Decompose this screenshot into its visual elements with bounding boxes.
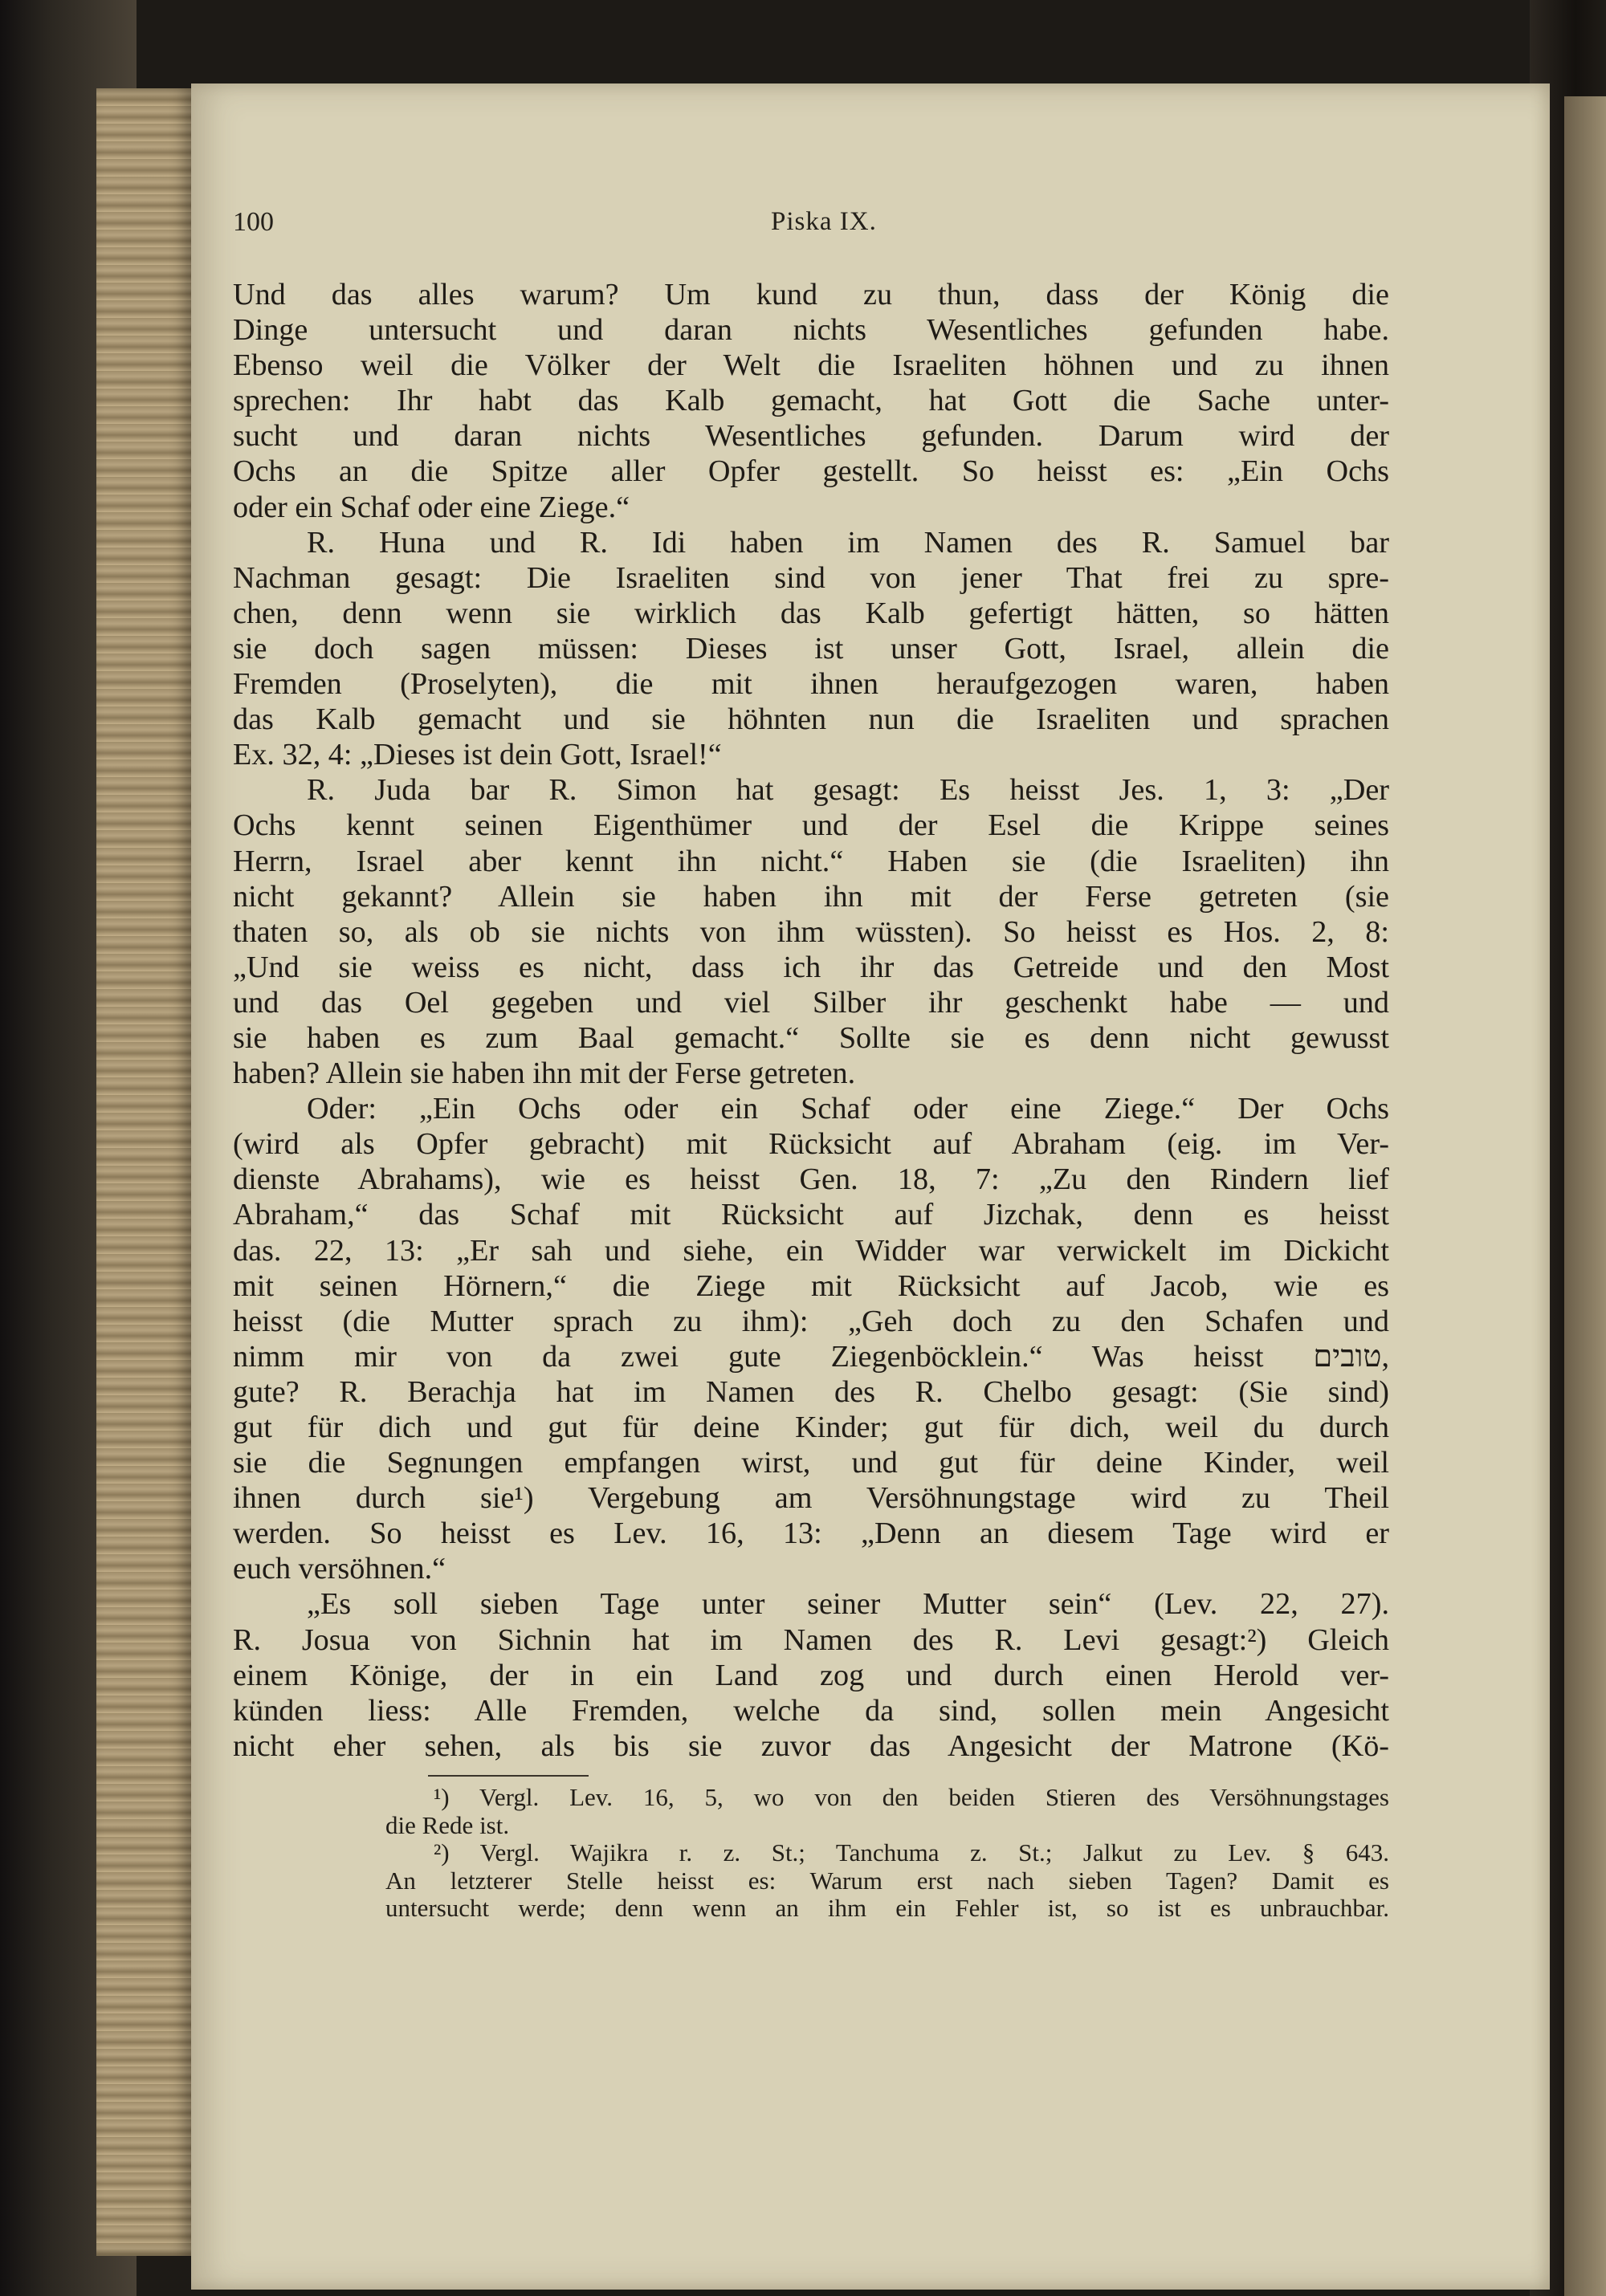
facing-page-edge: [1564, 96, 1606, 2296]
text-line: Ochs an die Spitze aller Opfer gestellt. So heisst es: „Ein Ochs: [233, 454, 1389, 489]
text-line: „Es soll sieben Tage unter seiner Mutter sein“ (Lev. 22, 27).: [307, 1587, 1389, 1622]
footnote-separator: [428, 1775, 589, 1777]
footnote-line: ¹) Vergl. Lev. 16, 5, wo von den beiden Stieren des Versöhnungstages: [434, 1784, 1389, 1811]
text-line: Ebenso weil die Völker der Welt die Israeliten höhnen und zu ihnen: [233, 348, 1389, 383]
text-line: R. Juda bar R. Simon hat gesagt: Es heisst Jes. 1, 3: „Der: [307, 773, 1389, 808]
text-line: nimm mir von da zwei gute Ziegenböcklein.“ Was heisst טובים,: [233, 1339, 1389, 1374]
text-line: sucht und daran nichts Wesentliches gefunden. Darum wird der: [233, 419, 1389, 454]
text-line: sie die Segnungen empfangen wirst, und gut für deine Kinder, weil: [233, 1446, 1389, 1480]
text-line: sie haben es zum Baal gemacht.“ Sollte sie es denn nicht gewusst: [233, 1020, 1389, 1055]
text-line: euch versöhnen.“: [233, 1552, 446, 1586]
text-line: gute? R. Berachja hat im Namen des R. Chelbo gesagt: (Sie sind): [233, 1374, 1389, 1409]
text-line: Oder: „Ein Ochs oder ein Schaf oder eine Ziege.“ Der Ochs: [307, 1092, 1389, 1126]
text-line: dienste Abrahams), wie es heisst Gen. 18, 7: „Zu den Rindern lief: [233, 1162, 1389, 1197]
text-line: ihnen durch sie¹) Vergebung am Versöhnungstage wird zu Theil: [233, 1481, 1389, 1516]
text-line: Abraham,“ das Schaf mit Rücksicht auf Jizchak, denn es heisst: [233, 1198, 1389, 1232]
text-line: Herrn, Israel aber kennt ihn nicht.“ Haben sie (die Israeliten) ihn: [233, 844, 1389, 878]
footnotes: [385, 1784, 1389, 1923]
page-edges: [96, 88, 193, 2256]
text-line: Ochs kennt seinen Eigenthümer und der Esel die Krippe seines: [233, 808, 1389, 843]
text-line: das Kalb gemacht und sie höhnten nun die Israeliten und sprachen: [233, 702, 1389, 737]
text-line: nicht gekannt? Allein sie haben ihn mit der Ferse getreten (sie: [233, 879, 1389, 914]
text-line: Fremden (Proselyten), die mit ihnen heraufgezogen waren, haben: [233, 667, 1389, 702]
text-line: thaten so, als ob sie nichts von ihm wüssten). So heisst es Hos. 2, 8:: [233, 914, 1389, 949]
text-line: haben? Allein sie haben ihn mit der Ferse getreten.: [233, 1056, 856, 1091]
text-line: R. Josua von Sichnin hat im Namen des R. Levi gesagt:²) Gleich: [233, 1622, 1389, 1657]
text-line: gut für dich und gut für deine Kinder; gut für dich, weil du durch: [233, 1411, 1389, 1444]
text-line: Nachman gesagt: Die Israeliten sind von jener That frei zu spre-: [233, 560, 1389, 595]
text-line: künden liess: Alle Fremden, welche da sind, sollen mein Angesicht: [233, 1693, 1389, 1728]
text-line: oder ein Schaf oder eine Ziege.“: [233, 490, 630, 524]
text-line: einem Könige, der in ein Land zog und durch einen Herold ver-: [233, 1658, 1389, 1692]
text-line: heisst (die Mutter sprach zu ihm): „Geh doch zu den Schafen und: [233, 1304, 1389, 1338]
page-number: 100: [233, 207, 274, 237]
text-line: werden. So heisst es Lev. 16, 13: „Denn an diesem Tage wird er: [233, 1516, 1389, 1551]
text-line: (wird als Opfer gebracht) mit Rücksicht auf Abraham (eig. im Ver-: [233, 1127, 1389, 1162]
footnote-line: An letzterer Stelle heisst es: Warum erst nach sieben Tagen? Damit es: [385, 1867, 1389, 1895]
page-header: [233, 207, 1389, 247]
footnote-line: die Rede ist.: [385, 1811, 510, 1839]
running-title: Piska IX.: [771, 207, 877, 236]
text-line: mit seinen Hörnern,“ die Ziege mit Rücksicht auf Jacob, wie es: [233, 1268, 1389, 1303]
text-line: Dinge untersucht und daran nichts Wesentliches gefunden habe.: [233, 313, 1389, 348]
text-line: Und das alles warum? Um kund zu thun, dass der König die: [233, 278, 1389, 311]
text-line: und das Oel gegeben und viel Silber ihr geschenkt habe — und: [233, 985, 1389, 1020]
main-text: [233, 277, 1389, 1764]
footnote-line: ²) Vergl. Wajikra r. z. St.; Tanchuma z. St.; Jalkut zu Lev. § 643.: [434, 1839, 1389, 1867]
text-line: sie doch sagen müssen: Dieses ist unser Gott, Israel, allein die: [233, 631, 1389, 666]
footnote-line: untersucht werde; denn wenn an ihm ein Fehler ist, so ist es unbrauchbar.: [385, 1895, 1389, 1923]
text-line: Ex. 32, 4: „Dieses ist dein Gott, Israel!“: [233, 738, 722, 772]
text-line: nicht eher sehen, als bis sie zuvor das Angesicht der Matrone (Kö-: [233, 1728, 1389, 1763]
text-line: R. Huna und R. Idi haben im Namen des R. Samuel bar: [307, 525, 1389, 560]
text-line: das. 22, 13: „Er sah und siehe, ein Widder war verwickelt im Dickicht: [233, 1233, 1389, 1268]
text-line: sprechen: Ihr habt das Kalb gemacht, hat Gott die Sache unter-: [233, 384, 1389, 418]
text-line: „Und sie weiss es nicht, dass ich ihr das Getreide und den Most: [233, 950, 1389, 984]
text-line: chen, denn wenn sie wirklich das Kalb gefertigt hätten, so hätten: [233, 596, 1389, 630]
